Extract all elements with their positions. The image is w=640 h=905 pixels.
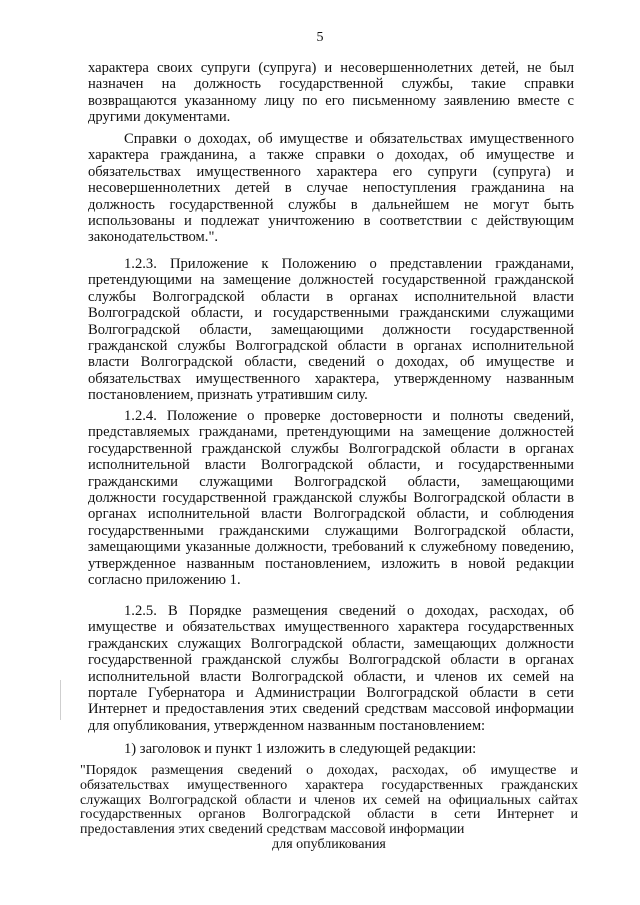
paragraph-spravki: Справки о доходах, об имуществе и обязательствах имущественного характера гражданина, а также справки о доходах, об имуществе и обязательствах имущественного характера его супруги (супруга) и несовершеннолетних детей в случае непоступления гражданина на должность государственной службы в дальнейшем не могут быть использованы и подлежат уничтожению в соответствии с действующим законодательством.". — [88, 131, 574, 246]
paragraph-1-2-5: 1.2.5. В Порядке размещения сведений о доходах, расходах, об имуществе и обязательствах имущественного характера государственных гражданских служащих Волгоградской области, замещающих должности государственной гражданской службы Волгоградской области в органах исполнительной власти Волгоградской области, и членов их семей на портале Губернатора и Администрации Волгоградской области в сети Интернет и предоставления этих сведений средствам массовой информации для опубликования, утвержденном названным постановлением: — [88, 603, 574, 734]
paragraph-1-2-3: 1.2.3. Приложение к Положению о представлении гражданами, претендующими на замещение должностей государственной гражданской службы Волгоградской области в органах исполнительной власти Волгоградской области, и государственными гражданскими служащими Волгоградской области, замещающими должности государственной гражданской службы Волгоградской области в органах исполнительной власти Волгоградской области, сведений о доходах, об имуществе и обязательствах имущественного характера, утвержденному названным постановлением, признать утратившим силу. — [88, 256, 574, 404]
paragraph-continuation-block — [88, 60, 574, 126]
paragraph-item-1-block — [88, 741, 574, 757]
quoted-title-last-line: для опубликования — [272, 836, 386, 852]
paragraph-item-1: 1) заголовок и пункт 1 изложить в следующей редакции: — [124, 741, 477, 757]
paragraph-1-2-4: 1.2.4. Положение о проверке достоверности и полноты сведений, представляемых гражданами, претендующими на замещение должностей государственной гражданской службы Волгоградской области в органах исполнительной власти Волгоградской области, и государственными гражданскими служащими Волгоградской области, замещающими должности государственной гражданской службы Волгоградской области в органах исполнительной власти Волгоградской области, и соблюдения государственными гражданскими служащими Волгоградской области, замещающими указанные должности, требований к служебному поведению, утвержденное названным постановлением, изложить в новой редакции согласно приложению 1. — [88, 408, 574, 589]
paragraph-spravki-block — [88, 131, 574, 246]
scan-margin-mark — [60, 680, 61, 720]
quoted-title-block — [80, 764, 578, 853]
paragraph-continuation: характера своих супруги (супруга) и несовершеннолетних детей, не был назначен на должность государственной службы, такие справки возвращаются указанному лицу по его письменному заявлению вместе с другими документами. — [88, 60, 574, 126]
paragraph-1-2-3-block — [88, 256, 574, 404]
quoted-title-body: "Порядок размещения сведений о доходах, расходах, об имуществе и обязательствах имущественного характера государственных гражданских служащих Волгоградской области и членов их семей на официальных сайтах государственных органов Волгоградской области в сети Интернет и предоставления этих сведений средствам массовой информации — [80, 763, 578, 838]
paragraph-1-2-4-block — [88, 408, 574, 588]
paragraph-1-2-5-block — [88, 603, 574, 734]
page-number: 5 — [316, 30, 324, 45]
